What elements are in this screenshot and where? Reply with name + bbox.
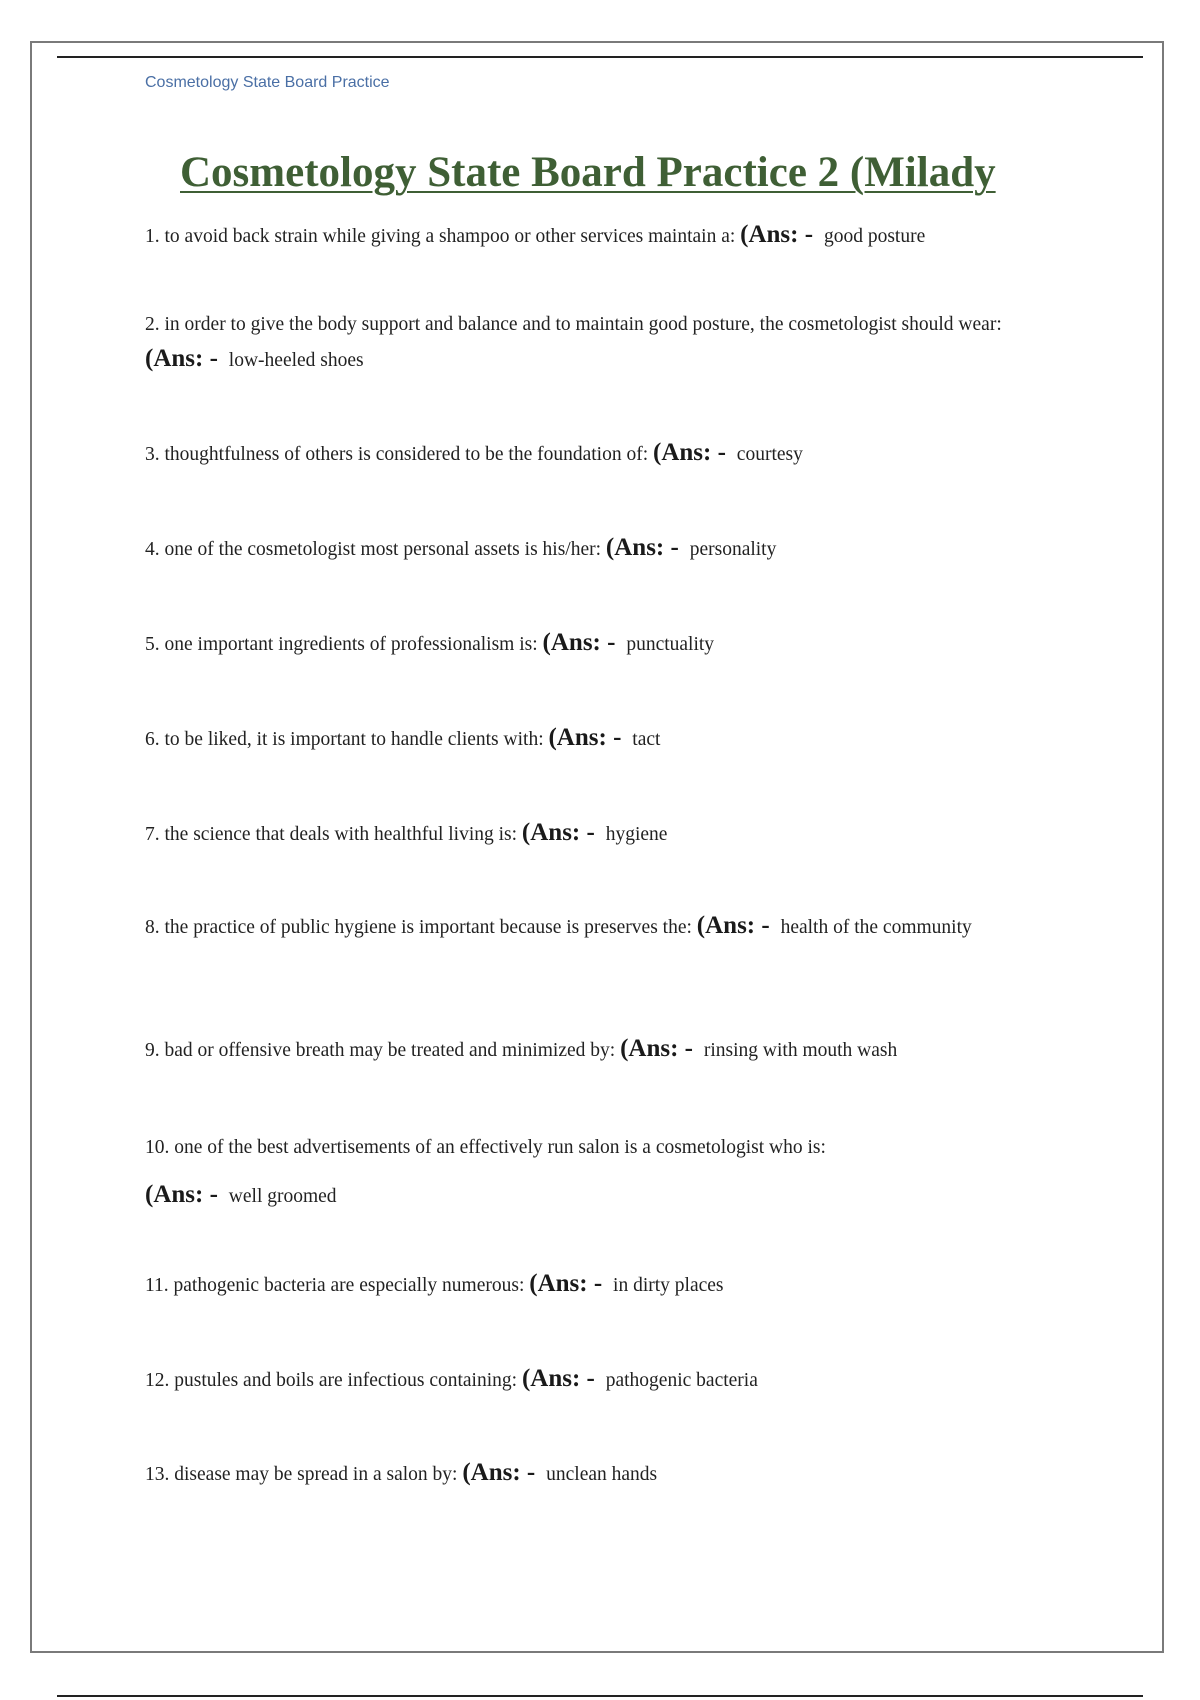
question-text: 1. to avoid back strain while giving a shampoo or other services maintain a: xyxy=(145,226,736,247)
answer-text: hygiene xyxy=(605,824,668,845)
question-item xyxy=(145,626,1045,662)
answer-text: in dirty places xyxy=(613,1275,724,1296)
answer-text: punctuality xyxy=(626,634,715,655)
question-text: 4. one of the cosmetologist most personal assets is his/her: xyxy=(145,539,602,560)
answer-label: (Ans: - xyxy=(653,439,726,466)
answer-label: (Ans: - xyxy=(696,912,770,939)
running-header: Cosmetology State Board Practice xyxy=(145,74,390,91)
answer-label: (Ans: - xyxy=(145,345,218,372)
answer-text: well groomed xyxy=(228,1186,337,1207)
question-text: 8. the practice of public hygiene is important because is preserves the: xyxy=(145,917,692,938)
question-item xyxy=(145,1362,1045,1398)
bottom-rule xyxy=(57,1695,1143,1697)
question-text: 11. pathogenic bacteria are especially numerous: xyxy=(145,1275,525,1296)
answer-label: (Ans: - xyxy=(521,1365,595,1392)
answer-label: (Ans: - xyxy=(605,534,679,561)
answer-text: tact xyxy=(632,729,661,750)
question-item xyxy=(145,218,1045,254)
answer-text: unclean hands xyxy=(546,1464,658,1485)
question-text: 9. bad or offensive breath may be treated and minimized by: xyxy=(145,1040,616,1061)
question-item xyxy=(145,816,1045,852)
answer-label: (Ans: - xyxy=(145,1181,218,1208)
question-item xyxy=(145,308,1045,378)
question-text: 12. pustules and boils are infectious containing: xyxy=(145,1370,518,1391)
answer-label: (Ans: - xyxy=(462,1459,536,1486)
answer-text: rinsing with mouth wash xyxy=(703,1040,898,1061)
question-item xyxy=(145,1456,1045,1492)
question-text: 13. disease may be spread in a salon by: xyxy=(145,1464,458,1485)
answer-text: pathogenic bacteria xyxy=(605,1370,758,1391)
question-text: 6. to be liked, it is important to handle clients with: xyxy=(145,729,544,750)
question-text: 2. in order to give the body support and balance and to maintain good posture, the cosmetologist should wear: xyxy=(145,314,1002,335)
answer-label: (Ans: - xyxy=(542,629,616,656)
question-item xyxy=(145,1267,1045,1303)
answer-label: (Ans: - xyxy=(548,724,622,751)
answer-text: good posture xyxy=(823,226,926,247)
question-item xyxy=(145,436,1045,472)
question-text: 10. one of the best advertisements of an effectively run salon is a cosmetologist who is: xyxy=(145,1137,826,1158)
answer-text: low-heeled shoes xyxy=(228,350,364,371)
question-text: 3. thoughtfulness of others is considered to be the foundation of: xyxy=(145,444,649,465)
question-text: 5. one important ingredients of professionalism is: xyxy=(145,634,538,655)
answer-label: (Ans: - xyxy=(521,819,595,846)
answer-text: health of the community xyxy=(780,917,972,938)
answer-label: (Ans: - xyxy=(620,1035,693,1062)
question-item xyxy=(145,911,1045,942)
answer-text: personality xyxy=(689,539,777,560)
answer-text: courtesy xyxy=(736,444,803,465)
question-item xyxy=(145,531,1045,567)
question-item xyxy=(145,1124,1045,1220)
answer-label: (Ans: - xyxy=(529,1270,603,1297)
question-text: 7. the science that deals with healthful living is: xyxy=(145,824,518,845)
page-title: Cosmetology State Board Practice 2 (Milady xyxy=(180,149,996,196)
question-item xyxy=(145,721,1045,757)
question-item xyxy=(145,1032,1045,1068)
answer-label: (Ans: - xyxy=(740,221,814,248)
